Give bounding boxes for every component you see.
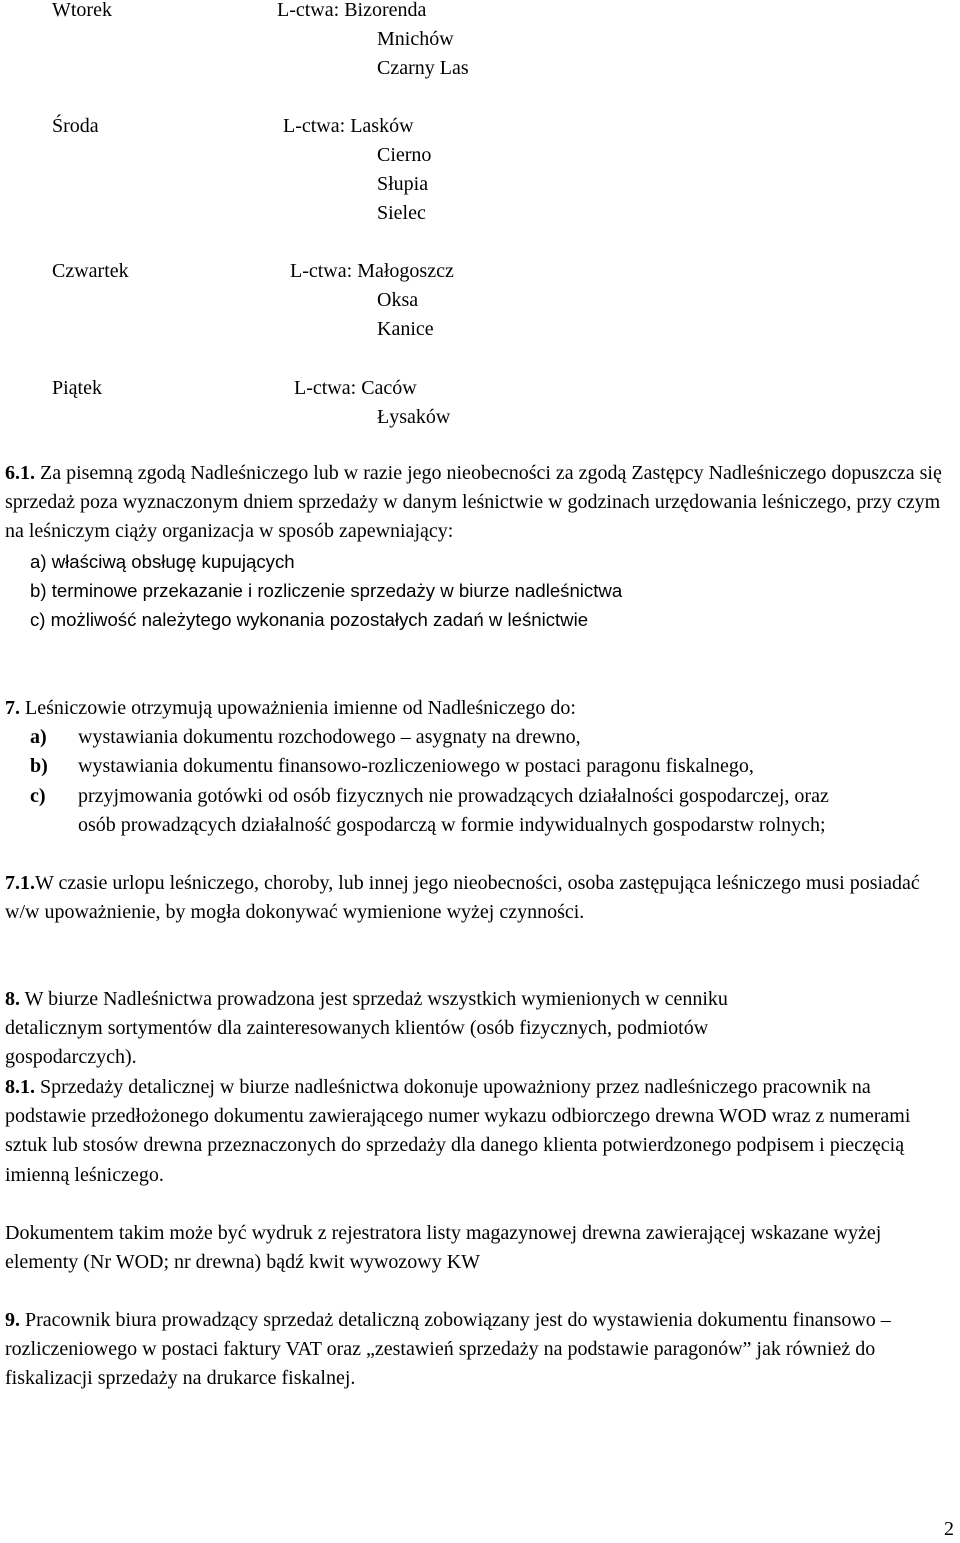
forestry-item: Kanice <box>377 318 434 340</box>
list-marker: c) <box>30 784 46 807</box>
section-text: Sprzedaży detalicznej w biurze nadleśnictwa dokonuje upoważniony przez nadleśniczego pracownik na podstawie przedłożonego dokumentu zawierającego numer wykazu odbiorczego drewna WOD wraz z numerami sztuk lub stosów drewna przeznaczonych do sprzedaży dla danego klienta potwierdzonego podpisem i pieczęcią imienną leśniczego. <box>5 1076 911 1186</box>
forestry-item: Sielec <box>377 202 426 224</box>
list-marker: a) <box>30 726 47 749</box>
section-7-1 <box>5 869 955 927</box>
day-friday: Piątek <box>52 377 102 399</box>
list-text: wystawiania dokumentu finansowo-rozliczeniowego w postaci paragonu fiskalnego, <box>78 755 754 778</box>
section-text: Leśniczowie otrzymują upoważnienia imienne od Nadleśniczego do: <box>20 697 576 719</box>
forestry-label: L-ctwa: Caców <box>294 377 417 399</box>
section-number: 7.1. <box>5 872 35 894</box>
list-item <box>5 752 955 781</box>
section-number: 6.1. <box>5 462 35 484</box>
forestry-item: Cierno <box>377 144 432 166</box>
section-number: 8. <box>5 988 20 1010</box>
forestry-item: Mnichów <box>377 28 454 50</box>
section-number: 8.1. <box>5 1076 35 1098</box>
forestry-label: L-ctwa: Lasków <box>283 115 414 137</box>
section-7 <box>5 694 955 840</box>
list-item: c) możliwość należytego wykonania pozostałych zadań w leśnictwie <box>30 609 589 631</box>
section-text: Pracownik biura prowadzący sprzedaż detaliczną zobowiązany jest do wystawienia dokumentu finansowo – rozliczeniowego w postaci faktury VAT oraz „zestawień sprzedaży na podstawie paragonów” jak również do fiskalizacji sprzedaży na drukarce fiskalnej. <box>5 1309 891 1390</box>
list-text: przyjmowania gotówki od osób fizycznych nie prowadzących działalności gospodarczej, oraz osób prowadzących działalność gospodarczą w formie indywidualnych gospodarstw rolnych; <box>78 784 829 836</box>
list-item <box>5 723 955 752</box>
list-item <box>5 782 955 840</box>
day-thursday: Czwartek <box>52 260 129 282</box>
section-9 <box>5 1306 955 1394</box>
day-tuesday: Wtorek <box>52 0 112 21</box>
list-item: b) terminowe przekazanie i rozliczenie sprzedaży w biurze nadleśnictwa <box>30 579 623 601</box>
page-number: 2 <box>944 1518 954 1540</box>
day-wednesday: Środa <box>52 115 99 137</box>
forestry-item: Czarny Las <box>377 57 469 79</box>
list-item: a) właściwą obsługę kupujących <box>30 550 295 572</box>
section-text: W czasie urlopu leśniczego, choroby, lub innej jego nieobecności, osoba zastępująca leśniczego musi posiadać w/w upoważnienie, by mogła dokonywać wymienione wyżej czynności. <box>5 872 920 924</box>
forestry-item: Oksa <box>377 289 419 311</box>
section-text: W biurze Nadleśnictwa prowadzona jest sprzedaż wszystkich wymienionych w cenniku detalicznym sortymentów dla zainteresowanych klientów (osób fizycznych, podmiotów gospodarczych). <box>5 988 728 1069</box>
section-text: Za pisemną zgodą Nadleśniczego lub w razie jego nieobecności za zgodą Zastępcy Nadleśniczego dopuszcza się sprzedaż poza wyznaczonym dniem sprzedaży w danym leśnictwie w godzinach urzędowania leśniczego, przy czym na leśniczym ciąży organizacja w sposób zapewniający: <box>5 462 942 543</box>
section-8-1-note: Dokumentem takim może być wydruk z rejestratora listy magazynowej drewna zawierającej wskazane wyżej elementy (Nr WOD; nr drewna) bądź kwit wywozowy KW <box>5 1222 882 1274</box>
list-text: wystawiania dokumentu rozchodowego – asygnaty na drewno, <box>78 726 581 749</box>
section-8 <box>5 985 830 1073</box>
section-8-1 <box>5 1073 920 1190</box>
section-number: 9. <box>5 1309 20 1331</box>
section-6-1 <box>5 459 955 634</box>
list-marker: b) <box>30 755 48 778</box>
forestry-item: Słupia <box>377 173 429 195</box>
forestry-item: Łysaków <box>377 406 451 428</box>
forestry-label: L-ctwa: Bizorenda <box>277 0 427 21</box>
forestry-label: L-ctwa: Małogoszcz <box>290 260 454 282</box>
section-number: 7. <box>5 697 20 719</box>
